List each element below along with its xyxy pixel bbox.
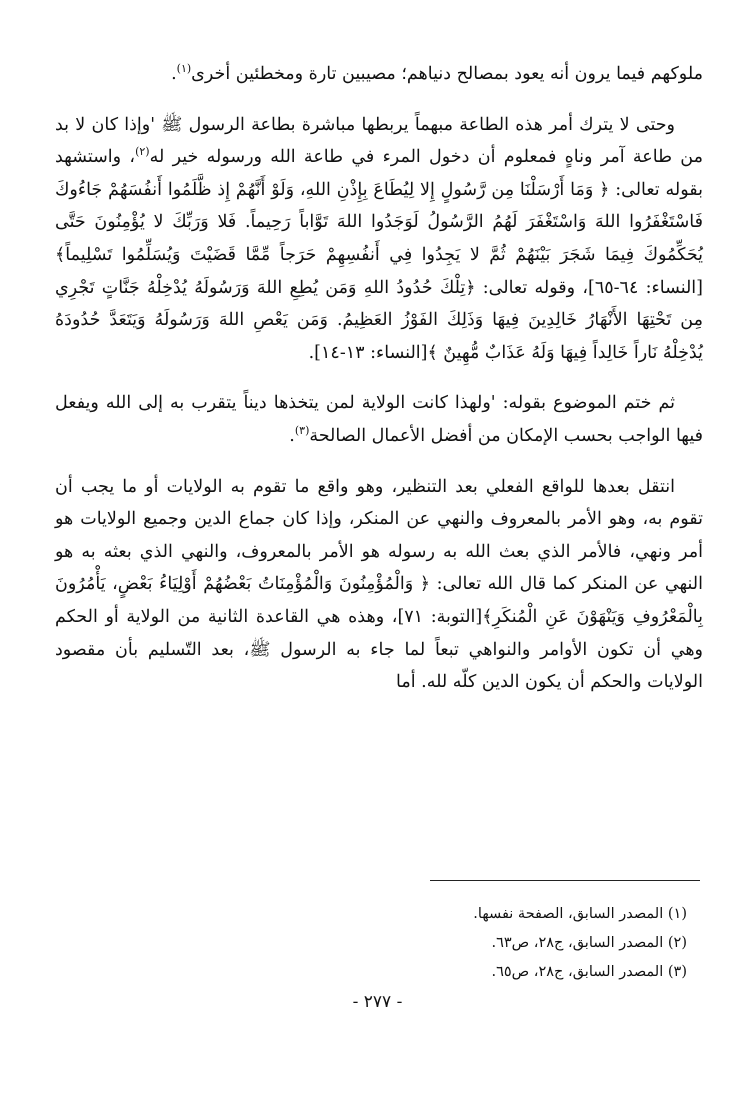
footnote-2: (٢) المصدر السابق، ج٢٨، ص٦٣. [491,935,687,951]
paragraph-3-tail: . [289,425,295,446]
paragraph-4-text: انتقل بعدها للواقع الفعلي بعد التنظير، وهو واقع ما تقوم به الولايات أو ما يجب أن تقوم به، وهو الأمر بالمعروف والنهي عن المنكر، وإذا كان جماع الدين وجميع الولايات هو أمر ونهي، فالأمر الذي بعث الله به رسوله هو الأمر بالمعروف، والنهي الذي بعثه به هو النهي عن المنكر كما قال الله تعالى: ﴿ وَالْمُؤْمِنُونَ وَالْمُؤْمِنَاتُ بَعْضُهُمْ أَوْلِيَاءُ بَعْضٍ، يَأْمُرُونَ بِالْمَعْرُوفِ وَيَنْهَوْنَ عَنِ الْمُنكَرِ﴾[التوبة: ٧١]، وهذه هي القاعدة الثانية من الولاية أو الحكم وهي أن تكون الأوامر والنواهي تبعاً لما جاء به الرسول ﷺ، بعد التّسليم بأن مقصود الولايات والحكم أن يكون الدين كلّه لله. أما [55,476,703,693]
paragraph-3-text: ثم ختم الموضوع بقوله: 'ولهذا كانت الولاية لمن يتخذها ديناً يتقرب به إلى الله ويفعل فيها الواجب بحسب الإمكان من أفضل الأعمال الصالحة [55,393,703,446]
paragraph-3 [55,387,703,452]
footnote-1: (١) المصدر السابق، الصفحة نفسها. [473,906,687,922]
paragraph-1-text: ملوكهم فيما يرون أنه يعود بمصالح دنياهم؛ مصيبين تارة ومخطئين أخرى [191,64,703,84]
page-number: - ٢٧٧ - [352,992,403,1012]
footnote-ref-3: (٣) [294,424,310,438]
footnote-ref-2: (٢) [135,145,150,159]
paragraph-4 [55,471,703,699]
paragraph-1-tail: . [171,64,177,84]
paragraph-2-text: وحتى لا يترك أمر هذه الطاعة مبهماً يربطها مباشرة بطاعة الرسول ﷺ 'وإذا كان لا بد من طاعة آمر وناهٍ فمعلوم أن دخول المرء في طاعة الله ورسوله خير له [55,114,703,168]
footnote-ref-1: (١) [176,62,192,76]
footnote-3: (٣) المصدر السابق، ج٢٨، ص٦٥. [491,964,687,980]
main-text [55,58,703,717]
paragraph-2-tail: ، واستشهد بقوله تعالى: ﴿ وَمَا أَرْسَلْنَا مِن رَّسُولٍ إِلا لِيُطَاعَ بِإِذْنِ اللهِ، وَلَوْ أَنَّهُمْ إِذ ظَّلَمُوا أَنفُسَهُمْ جَاءُوكَ فَاسْتَغْفَرُوا اللهَ وَاسْتَغْفَرَ لَهُمُ الرَّسُولُ لَوَجَدُوا اللهَ تَوَّاباً رَحِيماً. فَلا وَرَبِّكَ لا يُؤْمِنُونَ حَتَّى يُحَكِّمُوكَ فِيمَا شَجَرَ بَيْنَهُمْ ثُمَّ لا يَجِدُوا فِي أَنفُسِهِمْ حَرَجاً مِّمَّا قَضَيْتَ وَيُسَلِّمُوا تَسْلِيماً﴾[النساء: ٦٤-٦٥]، وقوله تعالى: ﴿تِلْكَ حُدُودُ اللهِ وَمَن يُطِعِ اللهَ وَرَسُولَهُ يُدْخِلْهُ جَنَّاتٍ تَجْرِي مِن تَحْتِهَا الأَنْهَارُ خَالِدِينَ فِيهَا وَذَلِكَ الفَوْزُ العَظِيمُ. وَمَن يَعْصِ اللهَ وَرَسُولَهُ وَيَتَعَدَّ حُدُودَهُ يُدْخِلْهُ نَاراً خَالِداً فِيهَا وَلَهُ عَذَابٌ مُّهِينٌ ﴾[النساء: ١٣-١٤]. [55,147,703,363]
paragraph-2 [55,109,703,370]
footnote-separator [430,880,700,881]
paragraph-1 [55,58,703,91]
footnotes [55,900,703,987]
